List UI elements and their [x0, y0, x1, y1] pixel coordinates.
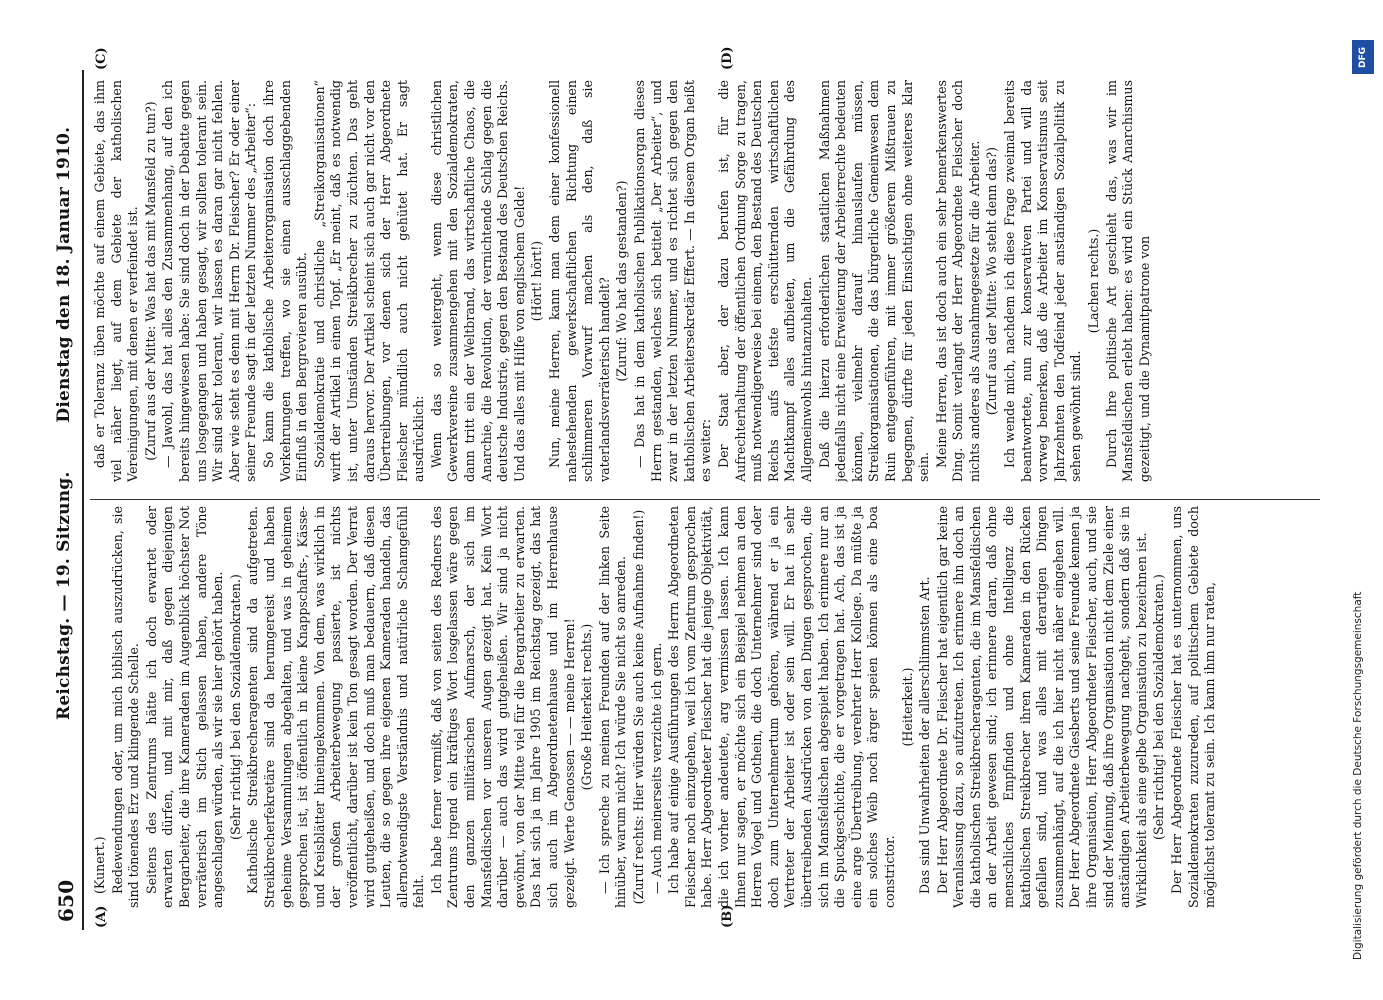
interjection: (Zuruf aus der Mitte: Was hat das mit Mansfeld zu tun?)	[142, 101, 158, 461]
paragraph: — Auch meinerseits verzichte ich gern.	[648, 642, 664, 894]
interjection: (Zuruf rechts: Hier würden Sie auch keine Aufnahme finden!)	[631, 509, 646, 905]
paragraph: Ich habe auf einige Ausführungen des Herrn Abgeordneten Fleischer noch einzugehen, weil ich vom Zentrum gesprochen habe. Herr Abgeordneter Fleischer hat die jenige Objektivität, die ich vorher andeutete, arg vermissen lassen. Ich kann Ihnen nur sagen, er möchte sich ein Beispiel nehmen an den Herren Vogel und Gothein, die doch Unternehmer sind oder doch zum Unternehmertum gehören, während er ja ein Vertreter der Arbeiter ist oder sein will. Er hat in sehr übertreibenden Ausdrücken von den Dingen gesprochen, die sich im Mansfeldischen abgespielt haben. Ich erinnere nur an die Spuckgeschichte, die er vorgetragen hat. Ach, das ist ja eine arge Übertreibung, verehrter Herr Kollege. Da müßte ja ein solches Weib noch ärger speien können als eine boa constrictor.	[666, 506, 897, 908]
paragraph: Sozialdemokratie und christliche „Streikorganisationen“ wirft der Artikel in einen Topf. „Er meint, daß es notwendig ist, unter Umständen Streikbrecher zu züchten. Das geht daraus hervor. Der Artikel scheint sich auch gar nicht vor den Übertreibungen, vor denen sich der Herr Abgeordnete Fleischer mündlich auch nicht gehütet hat. Er sagt ausdrücklich:	[311, 80, 427, 482]
interjection: (Hört! hört!)	[529, 240, 545, 322]
interjection: (Sehr richtig! bei den Sozialdemokraten.)	[1151, 574, 1167, 840]
paragraph: Der Staat aber, der dazu berufen ist, für die Aufrechterhaltung der öffentlichen Ordnung Sorge zu tragen, muß notwendigerweise bei einem, den Bestand des Deutschen Reichs aufs tiefste erschütternden wirtschaftlichen Machtkampf alles aufbieten, um die Gefährdung des Allgemeinwohls hintanzuhalten.	[715, 80, 814, 482]
paragraph: Seitens des Zentrums hätte ich doch erwartet oder erwarten dürfen, und mit mir, daß gegen diejenigen Bergarbeiter, die ihre Kameraden im Augenblick höchster Not verräterisch im Stich gelassen haben, andere Töne angeschlagen würden, als wir sie hier gehört haben.	[143, 506, 226, 908]
running-title-left: Reichstag. — 19. Sitzung.	[54, 471, 74, 720]
interjection: (Zuruf aus der Mitte: Wo steht denn das?)	[984, 146, 1000, 416]
margin-marker-a: (A)	[94, 905, 109, 928]
paragraph: Daß die hierzu erforderlichen staatlichen Maßnahmen jedenfalls nicht eine Erweiterung der Arbeiterrechte bedeuten können, vielmehr darauf hinauslaufen müssen, Streikorganisationen, die das bürgerliche Gemeinwesen dem Ruin entgegenführen, mit immer größerem Mißtrauen zu begegnen, dürfte für jeden Einsichtigen ohne weiteres klar sein.	[816, 80, 932, 482]
paragraph: Durch Ihre politische Art geschieht das, was wir im Mansfeldischen erlebt haben: es wird ein Stück Anarchismus gezeitigt, und die Dynamitpatrone von	[1103, 80, 1152, 482]
interjection: (Heiterkeit.)	[899, 667, 915, 747]
paragraph: So kann die katholische Arbeiterorganisation doch ihre Vorkehrungen treffen, wo sie einen ausschlaggebenden Einfluß in den Bergrevieren ausübt.	[260, 80, 310, 482]
paragraph: Meine Herren, das ist doch auch ein sehr bemerkenswertes Ding. Somit verlangt der Herr Abgeordnete Fleischer doch nichts anderes als Ausnahmegesetze für die Arbeiter.	[933, 80, 982, 482]
paragraph: Ich habe ferner vermißt, daß von seiten des Redners des Zentrums irgend ein kräftiges Wort losgelassen wäre gegen den ganzen militärischen Aufmarsch, der sich im Mansfeldischen vor unseren Augen gezeigt hat. Kein Wort darüber — auch das wird gutgeheißen. Wir sind ja nicht gewöhnt, von der Mitte viel für die Bergarbeiter zu erwarten. Das hat sich ja im Jahre 1905 im Reichstag gezeigt, das hat sich auch im Abgeordnetenhause und im Herrenhause gezeigt. Werte Genossen — — meine Herren!	[428, 506, 577, 908]
dfg-logo: DFG	[1352, 40, 1374, 74]
paragraph: — Ich spreche zu meinen Freunden auf der linken Seite hinüber, warum nicht? Ich würde Sie nicht so anreden.	[596, 506, 629, 908]
paragraph: — Das hat in dem katholischen Publikationsorgan dieses Herrn gestanden, welches sich betitelt „Der Arbeiter“, und zwar in der letzten Nummer, und es richtet sich gegen den katholischen Arbeitersekretär Effert. — In diesem Organ heißt es weiter:	[632, 80, 714, 482]
page-number: 650	[54, 879, 78, 922]
interjection: (Große Heiterkeit rechts.)	[579, 623, 595, 791]
paragraph: (Kunert.)	[92, 836, 107, 894]
left-text-column	[92, 506, 1317, 908]
margin-marker-d: (D)	[720, 46, 735, 70]
margin-marker-c: (C)	[94, 47, 109, 70]
digitization-credit	[1352, 40, 1374, 970]
paragraph: Das sind Unwahrheiten der allerschlimmsten Art.	[917, 576, 933, 894]
paragraph: Ich wende mich, nachdem ich diese Frage zweimal bereits beantwortete, nun zur konservativen Partei und will da vorweg bemerken, daß die Arbeiter im Konservatismus seit Jahrzehnten den Todfeind jeder anständigen Sozialpolitik zu sehen gewöhnt sind.	[1002, 80, 1084, 482]
paragraph: Redewendungen oder, um mich biblisch auszudrücken, sie sind tönendes Erz und klingende Schelle.	[109, 506, 142, 908]
interjection: (Zuruf: Wo hat das gestanden?)	[614, 180, 630, 382]
running-title-right: Dienstag den 18. Januar 1910.	[54, 126, 74, 423]
paragraph: daß er Toleranz üben möchte auf einem Gebiete, das ihm viel näher liegt, auf dem Gebiete der katholischen Vereinigungen, mit denen er verfeindet ist.	[92, 80, 141, 482]
column-divider	[90, 499, 1320, 500]
paragraph: — Jawohl, das hat alles den Zusammenhang, auf den ich bereits hingewiesen habe: Sie sind doch in der Debatte gegen uns losgegangen und haben gesagt, wir sollten tolerant sein. Wir sind sehr tolerant, wir lassen es daran gar nicht fehlen. Aber wie steht es denn mit Herrn Dr. Fleischer? Er oder einer seiner Freunde sagt in der letzten Nummer des „Arbeiter“:	[160, 80, 259, 482]
header-rule	[82, 70, 84, 930]
running-title	[54, 126, 74, 720]
interjection: (Lachen rechts.)	[1086, 228, 1102, 334]
credit-text: Digitalisierung gefördert durch die Deutsche Forschungsgemeinschaft	[1352, 591, 1364, 960]
margin-marker-b: (B)	[720, 904, 735, 928]
paragraph: Nun, meine Herren, kann man dem einer konfessionell nahestehenden gewerkschaftlichen Richtung einen schlimmeren Vorwurf machen als den, daß sie vaterlandsverräterisch handelt?	[547, 80, 612, 482]
paragraph: Katholische Streikbrecheragenten sind da aufgetreten. Streikbrecherfekretäre sind da herumgereist und haben geheime Versammlungen abgehalten, und was in geheimen gesprochen ist, ist öffentlich in kleine Knappschafts-, Kässe- und Kreisblätter hineingekommen. Von dem, was wirklich in der großen Arbeiterbewegung passierte, ist nichts veröffentlicht, darüber ist kein Ton gesagt worden. Der Verrat wird gutgeheißen, und doch muß man bedauern, daß diesen Leuten, die so gegen ihre eigenen Kameraden handeln, das allernotwendigste Verständnis und natürliche Schamgefühl fehlt.	[245, 506, 427, 908]
interjection: (Sehr richtig! bei den Sozialdemokraten.)	[227, 574, 243, 840]
paragraph: Der Herr Abgeordnete Fleischer hat es unternommen, uns Sozialdemokraten zuzureden, auf politischem Gebiete doch möglichst tolerant zu sein. Ich kann ihm nur raten,	[1169, 506, 1218, 908]
running-header	[44, 70, 84, 930]
paragraph: Der Herr Abgeordnete Dr. Fleischer hat eigentlich gar keine Veranlassung dazu, so aufzutreten. Ich erinnere ihn doch an die katholischen Streikbrecheragenten, die im Mansfeldischen an der Arbeit gewesen sind; ich erinnere daran, daß ohne menschliches Empfinden und ohne Intelligenz die katholischen Streikbrecher ihren Kameraden in den Rücken gefallen sind, und was alles mit derartigen Dingen zusammenhängt, auf die ich hier nicht näher eingehen will. Der Herr Abgeordnete Giesberts und seine Freunde kennen ja ihre Organisation, Herr Abgeordneter Fleischer, auch, und sie sind der Meinung, daß ihre Organisation nicht dem Ziele einer anständigen Arbeiterbewegung nachgeht, sondern daß sie in Wirklichkeit als eine gelbe Organisation zu bezeichnen ist.	[934, 506, 1149, 908]
right-text-column	[92, 80, 1317, 482]
paragraph: Wenn das so weitergeht, wenn diese christlichen Gewerkvereine zusammengehen mit den Sozialdemokraten, dann tritt ein der Weltbrand, das wirtschaftliche Chaos, die Anarchie, die Revolution, der vernichtende Schlag gegen die deutsche Industrie, gegen den Bestand des Deutschen Reichs. Und das alles mit Hilfe von englischem Gelde!	[428, 80, 527, 482]
